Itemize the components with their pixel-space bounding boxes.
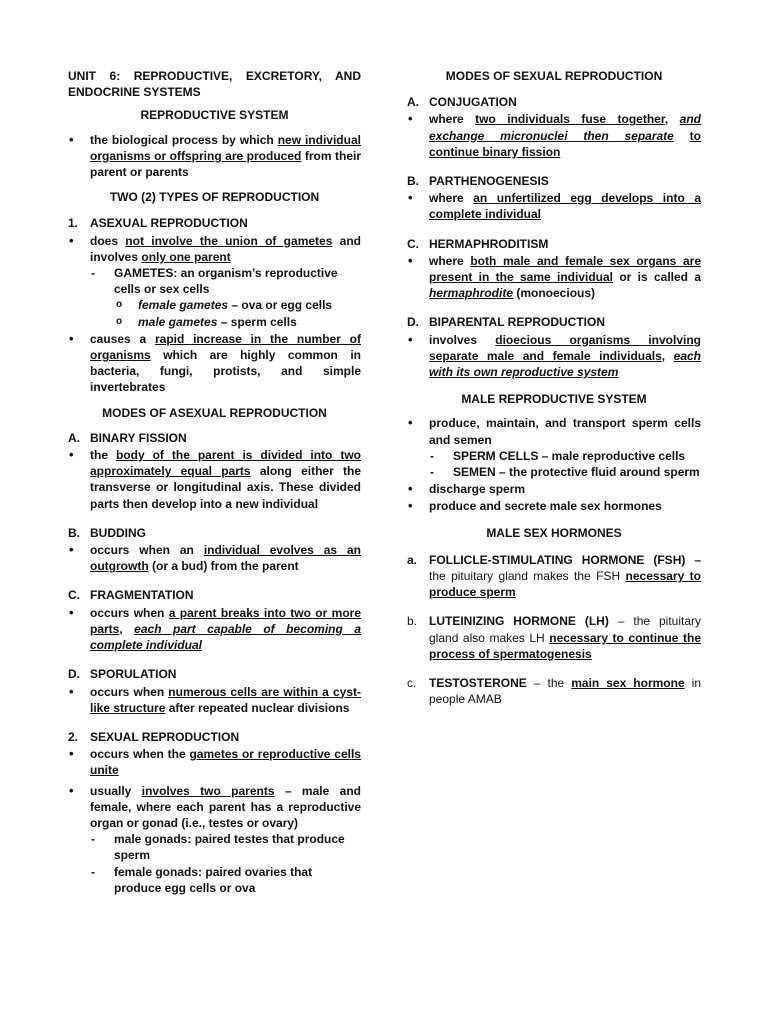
sexual-list	[68, 746, 361, 896]
binary-fission-list	[68, 447, 361, 512]
conjugation-heading: A. CONJUGATION	[407, 95, 517, 110]
list-item: • occurs when a parent breaks into two or more parts, each part capable of becoming a complete individual	[68, 605, 361, 654]
male-system-sublist	[429, 448, 701, 480]
modes-sexual-heading: MODES OF SEXUAL REPRODUCTION	[445, 69, 663, 83]
list-item: • the biological process by which new individual organisms or offspring are produced from their parent or parents	[68, 132, 361, 181]
list-item: • where both male and female sex organs are present in the same individual or is called a hermaphrodite (monoecious)	[407, 253, 701, 302]
list-item: • occurs when numerous cells are within a cyst-like structure after repeated nuclear divisions	[68, 684, 361, 716]
budding-list	[68, 542, 361, 574]
list-item: • produce and secrete male sex hormones	[407, 498, 701, 514]
list-item: - SEMEN – the protective fluid around sperm	[429, 464, 701, 480]
list-item: - male gonads: paired testes that produce sperm	[90, 831, 361, 863]
asexual-list	[68, 233, 361, 396]
hermaphroditism-list	[407, 253, 701, 302]
gametes-sublist	[90, 265, 361, 330]
biparental-list	[407, 332, 701, 381]
sporulation-heading: D. SPORULATION	[68, 667, 177, 682]
sexual-reproduction-heading: 2. SEXUAL REPRODUCTION	[68, 729, 240, 744]
list-item: • usually involves two parents – male and female, where each parent has a reproductive organ or gonad (i.e., testes or ovary) - male gonads: paired testes that produce sperm - female gonads: paired ovaries that produce egg cells or ova	[68, 783, 361, 896]
list-item: - GAMETES: an organism’s reproductive cells or sex cells o female gametes – ova or egg cells o male gametes – sperm cells	[90, 265, 361, 330]
asexual-reproduction-heading: 1. ASEXUAL REPRODUCTION	[68, 216, 248, 231]
right-column	[407, 68, 701, 709]
fragmentation-list	[68, 605, 361, 654]
fsh-item: a. FOLLICLE-STIMULATING HORMONE (FSH) – the pituitary gland makes the FSH necessary to produce sperm	[407, 552, 701, 600]
list-item: • does not involve the union of gametes and involves only one parent - GAMETES: an organism’s reproductive cells or sex cells o female gametes – ova or egg cells o male gametes – sperm cells	[68, 233, 361, 330]
budding-heading: B. BUDDING	[68, 525, 146, 540]
list-item: - female gonads: paired ovaries that produce egg cells or ova	[90, 864, 361, 896]
parthenogenesis-heading: B. PARTHENOGENESIS	[407, 174, 549, 189]
reproductive-system-heading: REPRODUCTIVE SYSTEM	[140, 108, 289, 123]
parthenogenesis-list	[407, 190, 701, 222]
list-item: • causes a rapid increase in the number of organisms which are highly common in bacteria, fungi, protists, and simple invertebrates	[68, 331, 361, 396]
list-item: o male gametes – sperm cells	[114, 314, 361, 330]
hermaphroditism-heading: C. HERMAPHRODITISM	[407, 236, 549, 251]
list-item: • occurs when the gametes or reproductive cells unite	[68, 746, 361, 778]
testosterone-item: c. TESTOSTERONE – the main sex hormone in people AMAB	[407, 676, 701, 707]
sporulation-list	[68, 684, 361, 716]
list-item: • discharge sperm	[407, 481, 701, 497]
list-item: • where two individuals fuse together, and exchange micronuclei then separate to continue binary fission	[407, 111, 701, 160]
modes-asexual-heading: MODES OF ASEXUAL REPRODUCTION	[102, 405, 327, 420]
lh-item: b. LUTEINIZING HORMONE (LH) – the pituitary gland also makes LH necessary to continue the process of spermatogenesis	[407, 614, 701, 661]
male-sex-hormones-heading: MALE SEX HORMONES	[486, 525, 622, 540]
list-item: - SPERM CELLS – male reproductive cells	[429, 448, 701, 464]
list-item: • produce, maintain, and transport sperm cells and semen - SPERM CELLS – male reproductive cells - SEMEN – the protective fluid around sperm	[407, 415, 701, 480]
biparental-heading: D. BIPARENTAL REPRODUCTION	[407, 315, 606, 330]
male-system-list	[407, 415, 701, 514]
conjugation-list	[407, 111, 701, 160]
gonads-sublist	[90, 831, 361, 896]
list-item: • where an unfertilized egg develops into a complete individual	[407, 190, 701, 222]
list-item: • occurs when an individual evolves as an outgrowth (or a bud) from the parent	[68, 542, 361, 574]
list-item: o female gametes – ova or egg cells	[114, 297, 361, 313]
types-heading: TWO (2) TYPES OF REPRODUCTION	[109, 190, 320, 205]
list-item: • involves dioecious organisms involving separate male and female individuals, each with its own reproductive system	[407, 332, 701, 381]
binary-fission-heading: A. BINARY FISSION	[68, 430, 187, 445]
fragmentation-heading: C. FRAGMENTATION	[68, 588, 194, 603]
list-item: • the body of the parent is divided into two approximately equal parts along either the transverse or longitudinal axis. These divided parts then develop into a new individual	[68, 447, 361, 512]
gamete-types-sublist	[114, 297, 361, 329]
male-reproductive-system-heading: MALE REPRODUCTIVE SYSTEM	[461, 392, 647, 407]
left-column	[68, 68, 361, 897]
reproductive-definition-list	[68, 132, 361, 181]
unit-title: UNIT 6: REPRODUCTIVE, EXCRETORY, AND ENDOCRINE SYSTEMS	[68, 69, 361, 100]
